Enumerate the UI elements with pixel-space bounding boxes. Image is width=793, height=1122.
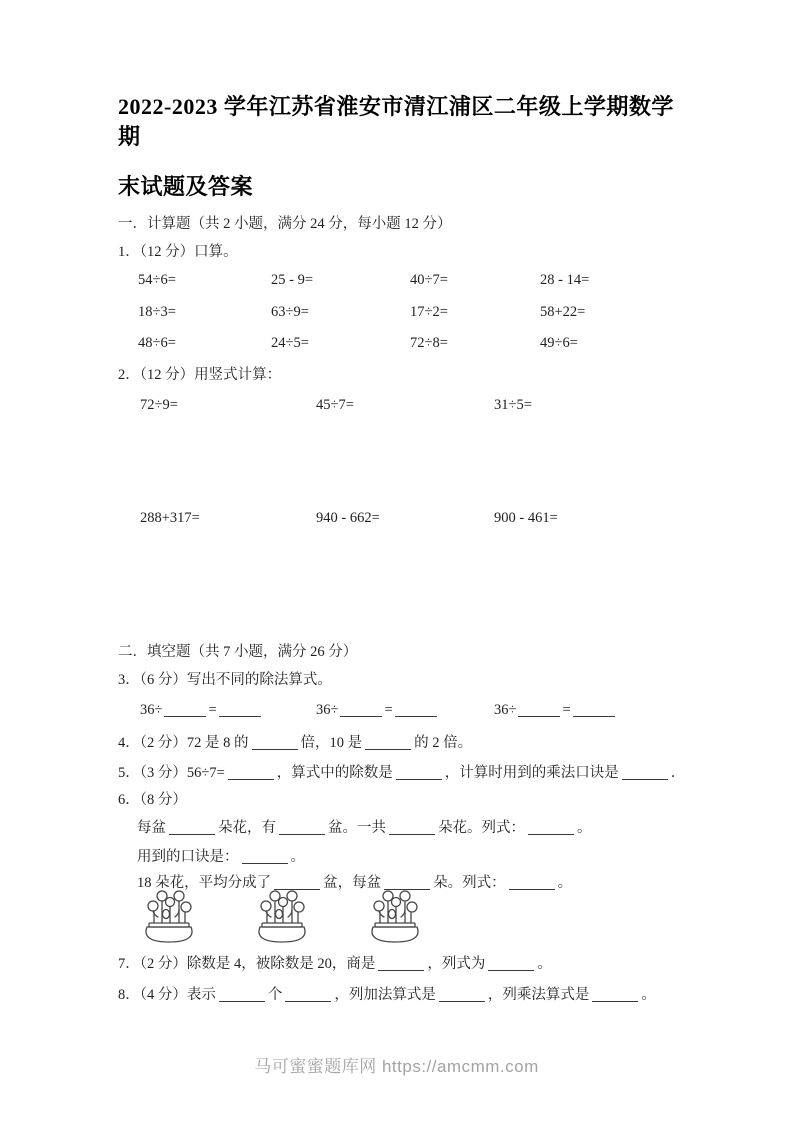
page-title [118,92,681,202]
question-6-label: 6．（8 分） [118,792,187,808]
question-text: 的 2 倍。 [414,735,473,751]
question-text: ，列式为 [427,956,486,972]
expression-prefix: 36÷ [140,702,163,718]
expression: 45÷7= [316,397,354,413]
expression: 940 - 662= [316,510,380,526]
question-text: 。 [537,956,552,972]
equals-sign: = [208,702,217,718]
equals-sign: = [384,702,393,718]
question-2-label: 2．（12 分）用竖式计算： [118,367,282,383]
footer-watermark [0,1052,793,1077]
footer-text: 马可蜜蜜题库网 https://amcmm.com [254,1057,539,1076]
question-text: 8．（4 分）表示 [118,987,216,1003]
question-text: 4．（2 分）72 是 8 的 [118,735,249,751]
question-text: 盆。一共 [328,820,386,836]
expression: 54÷6= [138,272,176,288]
expression: 40÷7= [410,272,448,288]
title-line-2: 末试题及答案 [118,174,254,199]
question-text: 5．（3 分）56÷7= [118,765,225,781]
expression: 17÷2= [410,304,448,320]
answer-blank [378,966,424,971]
question-1-label: 1．（12 分）口算。 [118,244,238,260]
question-text: 18 朵花，平均分成了 [137,875,272,891]
question-4 [118,733,681,753]
expression: 28 - 14= [540,272,590,288]
flower-pots-row [118,887,681,943]
flower-pot-illustration [138,887,200,943]
answer-blank [252,745,298,750]
flower-pot-illustration [251,887,313,943]
expression-prefix: 36÷ [494,702,517,718]
answer-blank [622,775,668,780]
section-2-heading: 二．填空题（共 7 小题，满分 26 分） [118,644,358,660]
answer-blank [389,830,435,835]
question-6-line-1 [118,818,681,838]
answer-blank [164,712,206,717]
expression: 288+317= [140,510,200,526]
question-text: 。 [577,820,592,836]
question-text: 朵花。列式： [438,820,525,836]
question-3-blanks-row [118,700,681,720]
expression: 63÷9= [271,304,309,320]
expression: 25 - 9= [271,272,314,288]
oral-calc-row-3 [118,333,681,353]
question-text: 个 [267,987,283,1003]
flower-pot-illustration [364,887,426,943]
question-text: 。 [557,875,573,891]
answer-blank [219,997,265,1002]
question-text: ，列加法算式是 [334,987,436,1003]
question-text: 盆，每盆 [323,875,382,891]
question-text: 。 [290,849,305,865]
expression: 18÷3= [138,304,176,320]
division-fill-group [316,700,494,720]
answer-blank [528,830,574,835]
answer-blank [219,712,261,717]
answer-blank [279,830,325,835]
answer-blank [592,997,638,1002]
expression: 31÷5= [494,397,532,413]
answer-blank [340,712,382,717]
question-text: ，算式中的除数是 [276,765,393,781]
answer-blank [285,997,331,1002]
question-7 [118,954,681,974]
answer-blank [242,859,288,864]
answer-blank [509,885,555,890]
expression: 49÷6= [540,335,578,351]
answer-blank [573,712,615,717]
expression: 48÷6= [138,335,176,351]
question-text: 倍，10 是 [300,735,363,751]
question-text: 朵。列式： [433,875,506,891]
answer-blank [169,830,215,835]
answer-blank [365,745,411,750]
expression: 24÷5= [271,335,309,351]
answer-blank [439,997,485,1002]
section-1-heading: 一．计算题（共 2 小题，满分 24 分，每小题 12 分） [118,216,452,232]
expression: 900 - 461= [494,510,558,526]
question-text: 用到的口诀是： [137,849,239,865]
question-text: ，计算时用到的乘法口诀是 [444,765,619,781]
question-text: 7．（2 分）除数是 4，被除数是 20，商是 [118,956,376,972]
oral-calc-row-2 [118,302,681,322]
question-text: 朵花，有 [218,820,276,836]
question-5 [118,763,686,783]
question-text: 每盆 [137,820,166,836]
vertical-calc-row-1 [118,395,681,415]
division-fill-group [140,700,316,720]
question-6-line-2 [118,847,681,867]
title-line-1: 2022-2023 学年江苏省淮安市清江浦区二年级上学期数学期 [118,94,674,149]
oral-calc-row-1 [118,270,681,290]
equals-sign: = [562,702,571,718]
division-fill-group [494,700,617,720]
expression: 58+22= [540,304,586,320]
expression: 72÷8= [410,335,448,351]
expression-prefix: 36÷ [316,702,339,718]
answer-blank [395,712,437,717]
question-text: 。 [641,987,656,1003]
answer-blank [488,966,534,971]
answer-blank [518,712,560,717]
answer-blank [396,775,442,780]
question-8 [118,985,681,1005]
question-text: ． [670,765,686,781]
question-text: ，列乘法算式是 [487,987,590,1003]
vertical-calc-row-2 [118,508,681,528]
expression: 72÷9= [140,397,178,413]
answer-blank [228,775,274,780]
question-3-label: 3．（6 分）写出不同的除法算式。 [118,672,332,688]
